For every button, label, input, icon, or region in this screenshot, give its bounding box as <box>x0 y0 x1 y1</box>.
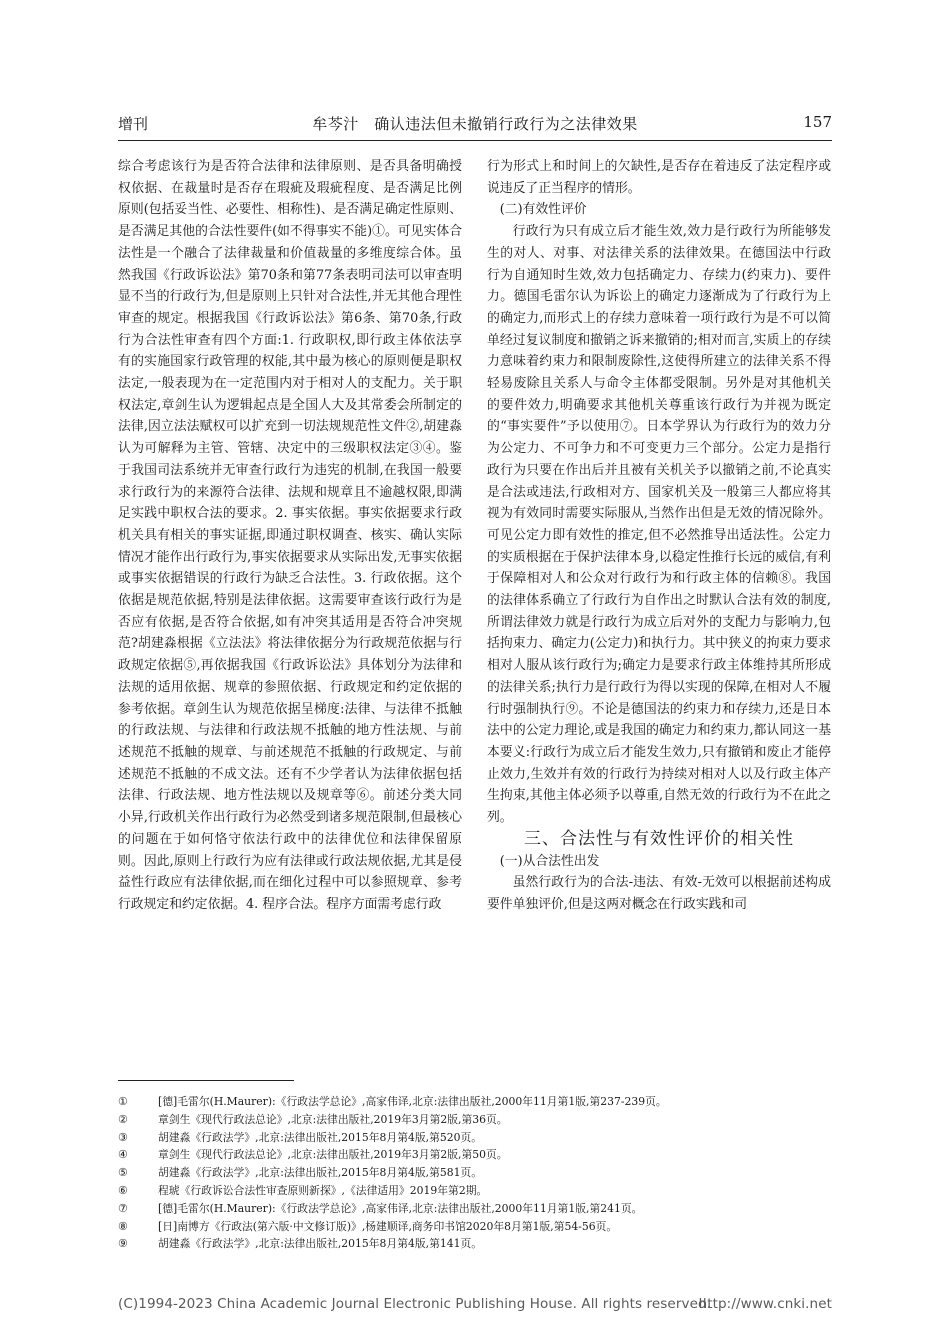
footnote-number: ⑦ <box>118 1201 128 1215</box>
footnote-number: ⑨ <box>118 1237 128 1251</box>
footnote-number: ④ <box>118 1148 128 1162</box>
copyright-text: (C)1994-2023 China Academic Journal Electronic Publishing House. All rights reserved. <box>118 1296 712 1312</box>
footnotes <box>118 1093 832 1253</box>
footnote-item <box>118 1182 832 1200</box>
footnote-item <box>118 1129 832 1147</box>
running-header <box>118 113 832 135</box>
left-column-paragraph: 综合考虑该行为是否符合法律和法律原则、是否具备明确授权依据、在裁量时是否存在瑕疵及瑕疵程度、是否满足比例原则(包括妥当性、必要性、相称性)、是否满足确定性原则、是否满足其他的合法性要件(如不得事实不能)①。可见实体合法性是一个融合了法律裁量和价值裁量的多维度综合体。虽然我国《行政诉讼法》第70条和第77条表明司法可以审查明显不当的行政行为,但是原则上只针对合法性,并无其他合理性审查的规定。根据我国《行政诉讼法》第6条、第70条,行政行为合法性审查有四个方面:1. 行政职权,即行政主体依法享有的实施国家行政管理的权能,其中最为核心的原则便是职权法定,一般表现为在一定范围内对于相对人的支配力。关于职权法定,章剑生认为逻辑起点是全国人大及其常委会所制定的法律,因立法法赋权可以扩充到一切法规规范性文件②,胡建淼认为可解释为主管、管辖、决定中的三级职权法定③④。鉴于我国司法系统并无审查行政行为违宪的机制,在我国一般要求行政行为的来源符合法律、法规和规章且不逾越权限,即满足实践中职权合法的要求。2. 事实依据。事实依据要求行政机关具有相关的事实证据,即通过职权调查、核实、确认实际情况才能作出行政行为,事实依据要求从实际出发,无事实依据或事实依据错误的行政行为缺乏合法性。3. 行政依据。这个依据是规范依据,特别是法律依据。这需要审查该行政行为是否应有依据,是否符合依据,如有冲突其适用是否符合冲突规范?胡建淼根据《立法法》将法律依据分为行政规范依据与行政规定依据⑤,再依据我国《行政诉讼法》具体划分为法律和法规的适用依据、规章的参照依据、行政规定和约定依据的参考依据。章剑生认为规范依据呈梯度:法律、与法律不抵触的行政法规、与法律和行政法规不抵触的地方性法规、与前述规范不抵触的规章、与前述规范不抵触的行政规定、与前述规范不抵触的不成文法。还有不少学者认为法律依据包括法律、行政法规、地方性法规以及规章等⑥。前述分类大同小异,行政机关作出行政行为必然受到诸多规范限制,但最核心的问题在于如何恪守依法行政中的法律优位和法律保留原则。因此,原则上行政行为应有法律或行政法规依据,尤其是侵益性行政应有法律依据,而在细化过程中可以参照规章、参考行政规定和约定依据。4. 程序合法。程序方面需考虑行政 <box>118 159 462 912</box>
subheading-legality: (一)从合法性出发 <box>499 853 600 869</box>
footnote-number: ⑤ <box>118 1166 128 1180</box>
validity-paragraph: 行政行为只有成立后才能生效,效力是行政行为所能够发生的对人、对事、对法律关系的法律效果。在德国法中行政行为自通知时生效,效力包括确定力、存续力(约束力)、要件力。德国毛雷尔认为诉讼上的确定力逐渐成为了行政行为上的确定力,而形式上的存续力意味着一项行政行为是不可以简单经过复议制度和撤销之诉来撤销的;相对而言,实质上的存续力意味着约束力和限制废除性,这使得所建立的法律关系不得轻易废除且关系人与命令主体都受限制。另外是对其他机关的要件效力,明确要求其他机关尊重该行政行为并视为既定的“事实要件”予以使用⑦。日本学界认为行政行为的效力分为公定力、不可争力和不可变更力三个部分。公定力是指行政行为只要在作出后并且被有关机关予以撤销之前,不论真实是合法或违法,行政相对方、国家机关及一般第三人都应将其视为有效同时需要实际服从,当然作出但是无效的情况除外。可见公定力即有效性的推定,但不必然推导出适法性。公定力的实质根据在于保护法律本身,以稳定性推行长远的威信,有利于保障相对人和公众对行政行为和行政主体的信赖⑧。我国的法律体系确立了行政行为自作出之时默认合法有效的制度,所谓法律效力就是行政行为成立后对外的支配力与影响力,包括拘束力、确定力(公定力)和执行力。其中狭义的拘束力要求相对人服从该行政行为;确定力是要求行政主体维持其所形成的法律关系;执行力是行政行为得以实现的保障,在相对人不履行时强制执行⑨。不论是德国法的约束力和存续力,还是日本法中的公定力理论,或是我国的确定力和约束力,都认同这一基本要义:行政行为成立后才能发生效力,只有撤销和废止才能停止效力,生效并有效的行政行为持续对相对人以及行政主体产生拘束,其他主体必须予以尊重,自然无效的行政行为不在此之列。 <box>487 224 831 826</box>
footnote-number: ⑧ <box>118 1219 128 1233</box>
footnote-text: 章剑生《现代行政法总论》,北京:法律出版社,2019年3月第2版,第36页。 <box>158 1112 508 1126</box>
footnote-text: 胡建淼《行政法学》,北京:法律出版社,2015年8月第4版,第520页。 <box>158 1130 483 1144</box>
footnote-item <box>118 1235 832 1253</box>
footnote-text: 章剑生《现代行政法总论》,北京:法律出版社,2019年3月第2版,第50页。 <box>158 1148 508 1162</box>
header-title: 牟芩汁 确认违法但未撤销行政行为之法律效果 <box>312 115 638 133</box>
footnote-number: ③ <box>118 1130 128 1144</box>
copyright-notice <box>118 1296 832 1312</box>
footnote-number: ⑥ <box>118 1183 128 1197</box>
footnote-text: [德]毛雷尔(H.Maurer):《行政法学总论》,高家伟译,北京:法律出版社,2000年11月第1版,第237-239页。 <box>158 1095 667 1108</box>
footnote-text: [德]毛雷尔(H.Maurer):《行政法学总论》,高家伟译,北京:法律出版社,2000年11月第1版,第241页。 <box>158 1201 643 1215</box>
footnote-item <box>118 1146 832 1164</box>
left-column <box>118 156 462 916</box>
footnote-text: 程琥《行政诉讼合法性审查原则新探》,《法律适用》2019年第2期。 <box>158 1183 488 1197</box>
footnote-item <box>118 1093 832 1111</box>
right-column <box>487 156 831 916</box>
footnote-text: [日]南博方《行政法(第六版·中文修订版)》,杨建顺译,商务印书馆2020年8月第1版,第54-56页。 <box>158 1219 618 1233</box>
section-title: 三、合法性与有效性评价的相关性 <box>524 828 794 849</box>
footnote-text: 胡建淼《行政法学》,北京:法律出版社,2015年8月第4版,第141页。 <box>158 1237 483 1251</box>
footnote-item <box>118 1164 832 1182</box>
footnote-rule <box>118 1080 294 1081</box>
copyright-url[interactable]: http://www.cnki.net <box>698 1296 832 1312</box>
footnote-item <box>118 1111 832 1129</box>
page-number: 157 <box>803 113 832 131</box>
footnote-item <box>118 1218 832 1236</box>
footnote-number: ② <box>118 1112 128 1126</box>
header-volume-label: 增刊 <box>118 115 149 133</box>
subheading-validity: (二)有效性评价 <box>499 202 587 218</box>
footnote-item <box>118 1200 832 1218</box>
header-rule <box>118 140 832 141</box>
footnote-text: 胡建淼《行政法学》,北京:法律出版社,2015年8月第4版,第581页。 <box>158 1166 483 1180</box>
legality-paragraph: 虽然行政行为的合法-违法、有效-无效可以根据前述构成要件单独评价,但是这两对概念在行政实践和司 <box>487 875 831 912</box>
continued-paragraph: 行为形式上和时间上的欠缺性,是否存在着违反了法定程序或说违反了正当程序的情形。 <box>487 159 831 196</box>
footnote-number: ① <box>118 1095 128 1108</box>
